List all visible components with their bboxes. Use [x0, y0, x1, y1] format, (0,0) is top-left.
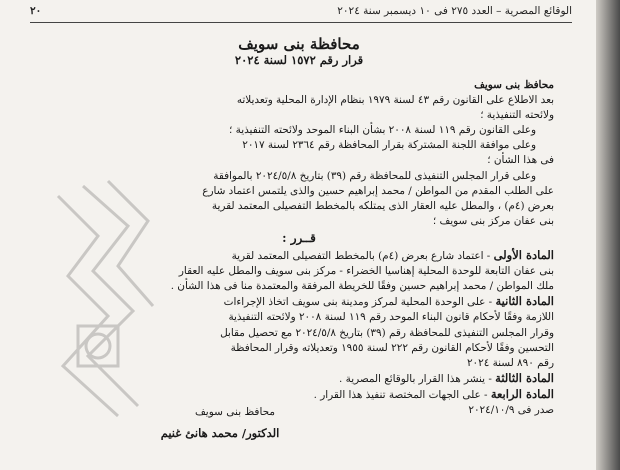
governorate-title: محافظة بنى سويف: [238, 35, 360, 53]
article-2-line: وقرار المجلس التنفيذى للمحافظة رقم (٣٩) بتاريخ ٢٠٢٤/٥/٨ مع تحصيل مقابل: [220, 326, 554, 339]
article-2-label: المادة الثانية: [495, 294, 554, 309]
article-2-line: اللازمة وفقًا لأحكام قانون البناء الموحد رقم ١١٩ لسنة ٢٠٠٨ ولائحته التنفيذية: [228, 311, 554, 324]
article-3-label: المادة الثالثة: [495, 370, 554, 385]
preamble-line: ولائحته التنفيذية ؛: [480, 109, 554, 122]
article-1-label: المادة الأولى: [493, 248, 554, 263]
publication-line: الوقائع المصرية – العدد ٢٧٥ فى ١٠ ديسمبر سنة ٢٠٢٤: [337, 5, 572, 17]
decree-number: قرار رقم ١٥٧٢ لسنة ٢٠٢٤: [234, 53, 364, 67]
preamble-line: وعلى القانون رقم ١١٩ لسنة ٢٠٠٨ بشأن البناء الموحد ولائحته التنفيذية ؛: [229, 124, 536, 137]
article-1-line: ملك المواطن / محمد إبراهيم حسين وفقًا للخريطة المرفقة والمعتمدة منا فى هذا الشأن .: [170, 280, 554, 293]
page-header: [30, 4, 572, 23]
signatory-role: محافظ بنى سويف: [194, 406, 276, 418]
signature-block: [70, 404, 370, 442]
page-number: ٢٠: [30, 5, 42, 17]
preamble-line: وعلى موافقة اللجنة المشتركة بقرار المحافظة رقم ٢٣٦٤ لسنة ٢٠١٧: [242, 139, 536, 152]
page-edge-shadow: [596, 0, 620, 470]
preamble-line: بنى عفان مركز بنى سويف ؛: [432, 214, 554, 227]
article-4-label: المادة الرابعة: [490, 386, 554, 401]
article-1-line: بنى عفان التابعة للوحدة المحلية إهناسيا الخضراء - مركز بنى سويف والمطل عليه العقار: [178, 265, 554, 278]
article-2-text: - على الوحدة المحلية لمركز ومدينة بنى سويف اتخاذ الإجراءات: [223, 296, 496, 309]
decides-heading: قــرر :: [282, 230, 316, 245]
preamble-line: على الطلب المقدم من المواطن / محمد إبراهيم حسين والذى يلتمس اعتماد شارع: [202, 184, 554, 197]
article-2-line: رقم ٨٩٠ لسنة ٢٠٢٤: [466, 356, 554, 369]
article-3-text: - ينشر هذا القرار بالوقائع المصرية .: [339, 372, 496, 385]
article-4-text: - على الجهات المختصة تنفيذ هذا القرار .: [313, 388, 491, 401]
decree-content: [44, 36, 554, 418]
preamble-line: بعد الاطلاع على القانون رقم ٤٣ لسنة ١٩٧٩ بنظام الإدارة المحلية وتعديلاته: [236, 94, 554, 107]
preamble-line: فى هذا الشأن ؛: [487, 154, 554, 167]
issued-date: صدر فى ٢٠٢٤/١٠/٩: [468, 403, 554, 416]
article-1-text: - اعتماد شارع بعرض (٤م) بالمخطط التفصيلى المعتمد لقرية: [231, 250, 494, 263]
preamble-line: بعرض (٤م) ، والمطل عليه العقار الذى يمتلكه بالمخطط التفصيلى المعتمد لقرية: [211, 199, 554, 212]
preamble-line: وعلى قرار المجلس التنفيذى للمحافظة رقم (٣٩) بتاريخ ٢٠٢٤/٥/٨ بالموافقة: [213, 169, 536, 182]
article-2-line: التحسين وفقًا لأحكام القانون رقم ٢٢٢ لسنة ١٩٥٥ وتعديلاته وقرار المحافظة: [230, 341, 554, 354]
issuer-line: محافظ بنى سويف: [474, 79, 554, 91]
signatory-name: الدكتور/ محمد هانئ غنيم: [160, 426, 280, 440]
